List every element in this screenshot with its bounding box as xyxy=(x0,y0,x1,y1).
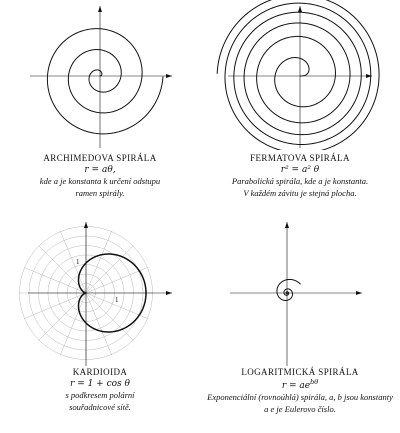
logarithmic-title: LOGARITMICKÁ SPIRÁLA xyxy=(241,367,359,377)
fermat-title: FERMATOVA SPIRÁLA xyxy=(250,153,350,163)
exponent: bθ xyxy=(310,378,319,387)
y-axis-arrow xyxy=(285,222,289,228)
polar-grid-ray xyxy=(86,246,133,293)
archimedes-panel xyxy=(0,0,200,215)
cardioid-panel xyxy=(0,218,200,433)
logarithmic-spiral-curve xyxy=(277,279,301,300)
fermat-formula: r² = a² θ xyxy=(280,165,320,176)
fermat-spiral-curve xyxy=(217,0,379,150)
archimedes-desc-line-2: ramen spirály. xyxy=(75,187,125,198)
fermat-caption xyxy=(200,152,400,199)
cardioid-caption xyxy=(0,366,200,413)
cardioid-figure xyxy=(0,218,200,368)
archimedes-formula: r = aθ, xyxy=(84,165,116,176)
polar-grid-ray xyxy=(86,293,133,340)
archimedes-caption xyxy=(0,152,200,199)
y-axis-arrow xyxy=(98,6,102,12)
fermat-figure xyxy=(200,0,400,150)
cardioid-desc-line-1: s podkresem polární xyxy=(65,390,135,401)
archimedes-figure xyxy=(0,0,200,150)
archimedes-desc-line-1: kde a je konstanta k určení odstupu xyxy=(39,176,161,187)
y-axis-label: 1 xyxy=(76,258,80,266)
y-axis-arrow xyxy=(298,6,302,12)
archimedes-title: ARCHIMEDOVA SPIRÁLA xyxy=(43,153,157,163)
fermat-panel xyxy=(200,0,400,215)
logarithmic-panel xyxy=(200,218,400,433)
cardioid-desc-line-2: souřadnicové sítě. xyxy=(69,401,131,412)
fermat-desc-line-1: Parabolická spirála, kde a je konstanta. xyxy=(231,176,369,187)
logarithmic-desc-line-1: Exponenciální (rovnoúhlá) spirála, a, b jsou konstanty xyxy=(207,392,393,403)
cardioid-title: KARDIOIDA xyxy=(72,367,128,377)
logarithmic-caption xyxy=(200,366,400,415)
x-axis-arrow xyxy=(166,74,172,78)
y-axis-arrow xyxy=(84,222,88,228)
fermat-desc-line-2: V každém závitu je stejná plocha. xyxy=(243,187,357,198)
x-axis-arrow xyxy=(356,291,362,295)
logarithmic-desc-line-2: a e je Eulerovo číslo. xyxy=(264,403,336,414)
cardioid-formula: r = 1 + cos θ xyxy=(70,379,130,390)
archimedean-spiral-curve xyxy=(47,29,163,134)
logarithmic-figure xyxy=(200,218,400,368)
x-axis-label: 1 xyxy=(115,296,119,304)
x-axis-arrow xyxy=(166,291,172,295)
logarithmic-formula: $r = ae^{b\theta}$ xyxy=(281,378,319,392)
